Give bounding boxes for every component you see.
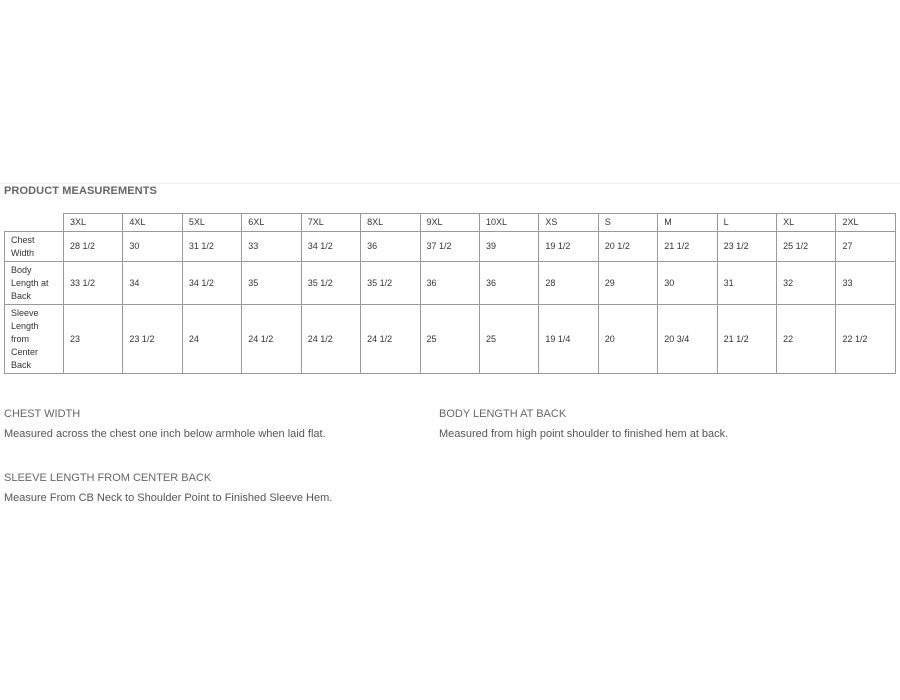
table-cell: 36 <box>479 262 538 305</box>
table-cell: 21 1/2 <box>658 232 717 262</box>
size-header: 4XL <box>123 214 182 232</box>
table-cell: 34 <box>123 262 182 305</box>
table-cell: 23 1/2 <box>717 232 776 262</box>
section-title: PRODUCT MEASUREMENTS <box>4 185 157 197</box>
table-cell: 23 1/2 <box>123 305 182 374</box>
size-header: 7XL <box>301 214 360 232</box>
table-cell: 34 1/2 <box>182 262 241 305</box>
table-cell: 24 1/2 <box>242 305 301 374</box>
measurements-table <box>4 213 896 374</box>
table-cell: 19 1/2 <box>539 232 598 262</box>
table-cell: 37 1/2 <box>420 232 479 262</box>
table-row-body-length <box>5 262 896 305</box>
size-header: 6XL <box>242 214 301 232</box>
table-cell: 25 1/2 <box>777 232 836 262</box>
size-header: 10XL <box>479 214 538 232</box>
size-header: XL <box>777 214 836 232</box>
row-label: Body Length at Back <box>5 262 64 305</box>
size-header: L <box>717 214 776 232</box>
table-cell: 24 1/2 <box>301 305 360 374</box>
table-cell: 34 1/2 <box>301 232 360 262</box>
body-length-description: Measured from high point shoulder to finished hem at back. <box>439 428 729 440</box>
table-cell: 19 1/4 <box>539 305 598 374</box>
size-header: 9XL <box>420 214 479 232</box>
size-header: 3XL <box>64 214 123 232</box>
top-divider <box>0 183 900 184</box>
table-cell: 39 <box>479 232 538 262</box>
row-label: Chest Width <box>5 232 64 262</box>
chest-width-description: Measured across the chest one inch below armhole when laid flat. <box>4 428 326 440</box>
size-header: 5XL <box>182 214 241 232</box>
table-cell: 20 1/2 <box>598 232 657 262</box>
table-cell: 35 1/2 <box>301 262 360 305</box>
sleeve-length-heading: SLEEVE LENGTH FROM CENTER BACK <box>4 472 212 484</box>
table-cell: 25 <box>479 305 538 374</box>
table-cell: 25 <box>420 305 479 374</box>
table-cell: 36 <box>361 232 420 262</box>
table-cell: 33 1/2 <box>64 262 123 305</box>
table-cell: 33 <box>836 262 896 305</box>
chest-width-heading: CHEST WIDTH <box>4 408 81 420</box>
size-header: 2XL <box>836 214 896 232</box>
table-cell: 24 1/2 <box>361 305 420 374</box>
table-cell: 20 <box>598 305 657 374</box>
table-cell: 22 <box>777 305 836 374</box>
sleeve-length-description: Measure From CB Neck to Shoulder Point to Finished Sleeve Hem. <box>4 492 333 504</box>
table-cell: 20 3/4 <box>658 305 717 374</box>
table-corner <box>5 214 64 232</box>
table-cell: 24 <box>182 305 241 374</box>
size-header-row <box>5 214 896 232</box>
table-cell: 29 <box>598 262 657 305</box>
size-header: 8XL <box>361 214 420 232</box>
table-cell: 31 <box>717 262 776 305</box>
table-cell: 35 <box>242 262 301 305</box>
table-cell: 30 <box>123 232 182 262</box>
table-row-sleeve-length <box>5 305 896 374</box>
row-label: Sleeve Length from Center Back <box>5 305 64 374</box>
table-cell: 30 <box>658 262 717 305</box>
body-length-heading: BODY LENGTH AT BACK <box>439 408 567 420</box>
table-cell: 36 <box>420 262 479 305</box>
table-cell: 31 1/2 <box>182 232 241 262</box>
table-cell: 21 1/2 <box>717 305 776 374</box>
table-cell: 22 1/2 <box>836 305 896 374</box>
table-cell: 27 <box>836 232 896 262</box>
table-cell: 32 <box>777 262 836 305</box>
table-cell: 35 1/2 <box>361 262 420 305</box>
size-header: XS <box>539 214 598 232</box>
table-cell: 28 1/2 <box>64 232 123 262</box>
table-cell: 28 <box>539 262 598 305</box>
table-cell: 33 <box>242 232 301 262</box>
table-cell: 23 <box>64 305 123 374</box>
size-header: M <box>658 214 717 232</box>
table-row-chest-width <box>5 232 896 262</box>
size-header: S <box>598 214 657 232</box>
